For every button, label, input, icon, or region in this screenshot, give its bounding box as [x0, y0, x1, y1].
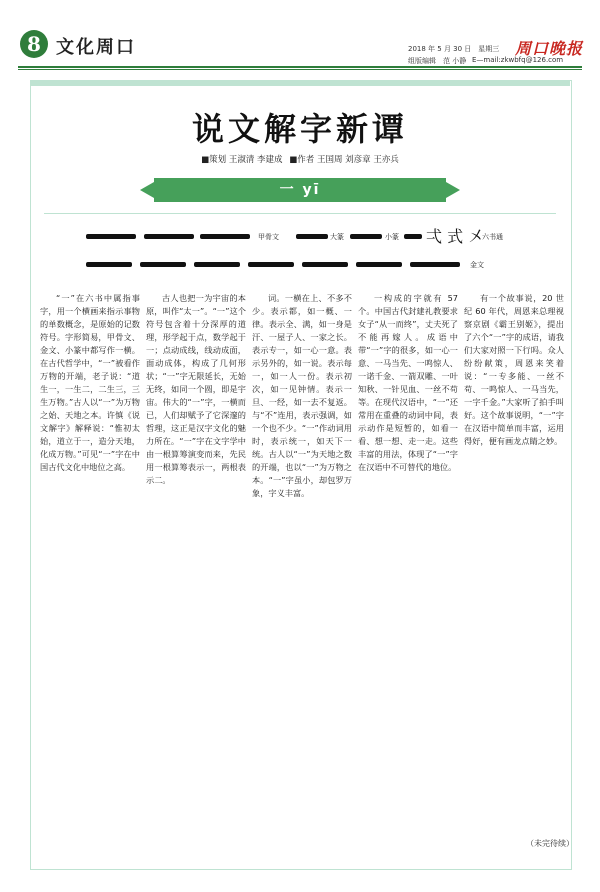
page-header	[0, 0, 600, 65]
article-column	[146, 292, 246, 487]
header-divider	[18, 66, 582, 68]
article-body	[40, 292, 564, 852]
column-text: 词。一横在上、不多不少。表示都，如一概、一律。表示全、满，如一身是汗、一屋子人、一家之长。表示专一，如一心一意。表示另外的，如一说。表示每一，如一人一份。表示初次，如一见钟情。表示一旦、一经，如一去不复返。与“不”连用，表示强调，如一个也不少。“一”作动词用时，表示统一，如天下一统。古人以“一”为天地之数的开端，也以“一”为万物之本。“一”字虽小，却包罗万象，字义丰富。	[252, 293, 352, 498]
oracle-glyph-stroke	[86, 234, 136, 239]
banner-right-arrow	[446, 182, 460, 198]
byline-plan: ■策划 王淑清 李建成	[201, 155, 283, 165]
article-byline	[0, 153, 600, 165]
bronze-glyph-stroke	[410, 262, 460, 267]
banner-character: 一 yī	[279, 182, 321, 198]
article-column	[252, 292, 352, 500]
bronze-glyph-stroke	[194, 262, 240, 267]
seal-glyph-stroke	[404, 234, 422, 239]
article-title: 说文解字新谭	[191, 110, 408, 148]
oracle-glyph-stroke	[200, 234, 250, 239]
column-text: 一构成的字就有 57 个。中国古代封建礼教要求女子“从一而终”，丈夫死了不能再嫁人。成语中带“一”字的很多，如一心一意、一马当先、一鸣惊人、一诺千金、一箭双雕、一叶知秋、一针见血、一丝不苟等。在现代汉语中，“一”还常用在重叠的动词中间，表示动作是短暂的，如看一看、想一想、走一走。这些丰富的用法，体现了“一”字在汉语中不可替代的地位。	[358, 293, 458, 472]
seal-glyph-stroke	[296, 234, 328, 239]
six-books-glyphs: 弌 式 㐅	[426, 227, 485, 246]
column-text: “一”在六书中属指事字，用一个横画来指示事物的单数概念，是原始的记数符号。字形简易，甲骨文、金文、小篆中都写作一横。在古代哲学中，“一”被看作万物的开端，老子说：“道生一，一生二，二生三，三生万物。”古人以“一”为万物之始、天地之本。许慎《说文解字》解释说：“惟初太始，道立于一，造分天地，化成万物。”可见“一”字在中国古代文化中地位之高。	[40, 293, 140, 472]
issue-date: 2018 年 5 月 30 日 星期三	[408, 45, 500, 53]
page-number-badge: 8	[20, 30, 48, 58]
article-column	[464, 292, 564, 448]
oracle-glyph-stroke	[144, 234, 194, 239]
banner-left-arrow	[140, 182, 154, 198]
label-six-books: 六书通	[482, 233, 503, 241]
label-oracle: 甲骨文	[258, 233, 279, 241]
banner-underline	[44, 213, 556, 214]
bronze-glyph-stroke	[86, 262, 132, 267]
label-seal-small: 小篆	[385, 233, 399, 241]
to-be-continued-note: （未完待续）	[526, 839, 574, 848]
byline-author: ■作者 王国周 刘彦章 王亦兵	[289, 155, 399, 165]
bronze-glyph-stroke	[248, 262, 294, 267]
header-divider-thin	[18, 69, 582, 70]
column-text: 古人也把一为宇宙的本原，叫作“太一”。“一”这个符号包含着十分深厚的道理，形学起于点，数学起于一；点动成线，线动成面，面动成体，构成了几何形状；“一”字无限延长，无始无终，如同一个圆，即是宇宙。伟大的“一”字，一横而已，人们却赋予了它深邃的哲理，这正是汉字文化的魅力所在。“一”字在文字学中由一根算筹演变而来，先民用一根算筹表示一，两根表示二。	[146, 293, 246, 485]
contact-email: E—mail:zkwbfq@126.com	[472, 56, 564, 64]
bronze-glyph-stroke	[302, 262, 348, 267]
page-editor: 组版编辑 范 小静	[408, 57, 467, 65]
column-name: 文化周口	[56, 37, 136, 58]
column-text: 有一个故事说，20 世纪 60 年代，周恩来总理视察京剧《霸王别姬》，提出了六个“一”字的成语，请我们大家对照一下行吗。众人纷纷献策，周恩来笑着说：“一专多能、一丝不苟、一鸣惊人、一马当先，一字千金。”大家听了拍手叫好。这个故事说明，“一”字在汉语中简单而丰富，运用得好，便有画龙点睛之妙。	[464, 293, 564, 446]
label-seal-big: 大篆	[330, 233, 344, 241]
newspaper-logo: 周口晚报	[515, 39, 584, 58]
label-bronze: 金文	[470, 261, 484, 269]
article-column	[40, 292, 140, 474]
bronze-glyph-stroke	[140, 262, 186, 267]
article-column	[358, 292, 458, 474]
seal-glyph-stroke	[350, 234, 382, 239]
article-frame-topbar	[30, 80, 570, 86]
bronze-glyph-stroke	[356, 262, 402, 267]
